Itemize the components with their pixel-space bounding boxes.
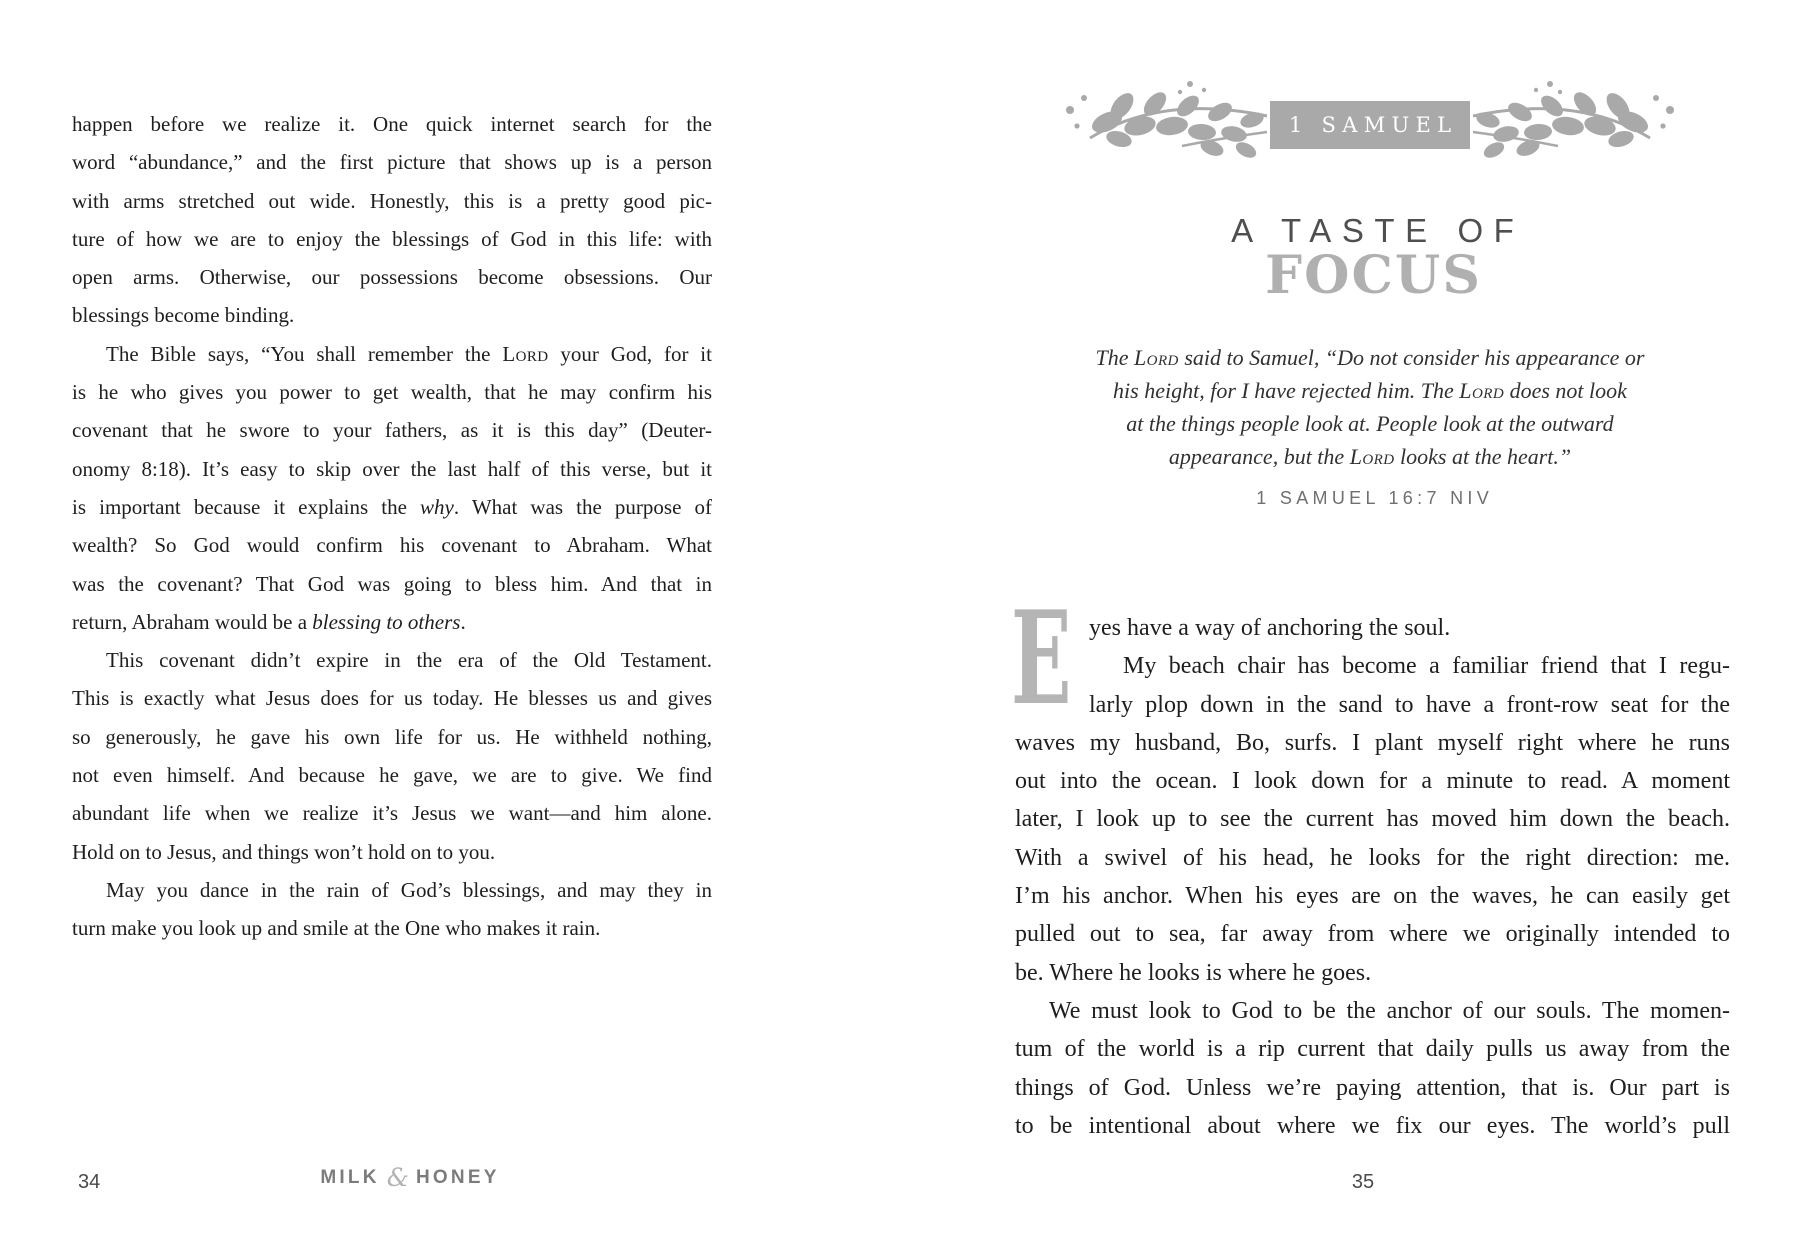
text-line: My beach chair has become a familiar friend that I regu- — [1123, 653, 1730, 680]
paragraph — [72, 335, 712, 641]
text-line: not even himself. And because he gave, we are to give. We find — [72, 763, 712, 788]
text-line: The Bible says, “You shall remember the Lord your God, for it — [106, 341, 712, 366]
paragraph — [1015, 647, 1730, 992]
text-line: onomy 8:18). It’s easy to skip over the last half of this verse, but it — [72, 456, 712, 481]
chapter-header — [1062, 76, 1678, 172]
text-line: with arms stretched out wide. Honestly, this is a pretty good pic- — [72, 188, 712, 213]
text-line: at the things people look at. People look at the outward — [1126, 411, 1614, 436]
text-line: is important because it explains the why. What was the purpose of — [72, 494, 713, 519]
text-line: The Lord said to Samuel, “Do not consider his appearance or — [1095, 345, 1645, 370]
text-line: We must look to God to be the anchor of our souls. The momen- — [1049, 997, 1730, 1024]
text-line: word “abundance,” and the first picture that shows up is a person — [72, 150, 712, 175]
text-line: wealth? So God would confirm his covenant to Abraham. What — [72, 533, 712, 558]
scripture-quote — [1063, 341, 1677, 473]
page-number-left: 34 — [78, 1171, 101, 1193]
chapter-badge — [1270, 101, 1470, 149]
paragraph — [72, 641, 712, 871]
brand-logo — [320, 1163, 500, 1192]
left-page-body-text — [72, 105, 712, 948]
chapter-badge-label: 1 SAMUEL — [1288, 113, 1458, 137]
scripture-reference: 1 SAMUEL 16:7 NIV — [1256, 488, 1494, 508]
text-line: out into the ocean. I look down for a minute to read. A moment — [1015, 768, 1730, 795]
brand-honey: HONEY — [415, 1167, 500, 1188]
text-line: things of God. Unless we’re paying attention, that is. Our part is — [1015, 1074, 1730, 1101]
text-line: May you dance in the rain of God’s blessings, and may they in — [106, 877, 712, 902]
ampersand-icon: & — [386, 1163, 409, 1192]
text-line: tum of the world is a rip current that daily pulls us away from the — [1015, 1036, 1730, 1063]
right-page-body-text — [1011, 584, 1730, 1145]
text-line: appearance, but the Lord looks at the heart.” — [1168, 444, 1572, 469]
text-line: be. Where he looks is where he goes. — [1015, 959, 1372, 986]
text-line: With a swivel of his head, he looks for the right direction: me. — [1015, 844, 1730, 871]
text-line: so generously, he gave his own life for us. He withheld nothing, — [72, 724, 712, 749]
paragraph — [1015, 992, 1730, 1145]
text-line: abundant life when we realize it’s Jesus we want—and him alone. — [72, 801, 712, 826]
page-number-right: 35 — [1351, 1171, 1375, 1193]
right-page-paragraphs — [1015, 609, 1730, 1145]
brand-milk: MILK — [320, 1167, 380, 1188]
text-line: waves my husband, Bo, surfs. I plant myself right where he runs — [1015, 729, 1730, 756]
drop-cap: E — [1011, 584, 1072, 734]
laurel-ornament-left-icon — [1062, 76, 1270, 172]
text-line: ture of how we are to enjoy the blessings of God in this life: with — [72, 226, 712, 251]
text-line: This is exactly what Jesus does for us today. He blesses us and gives — [72, 686, 712, 711]
text-line: was the covenant? That God was going to bless him. And that in — [72, 571, 712, 596]
text-line: covenant that he swore to your fathers, as it is this day” (Deuter- — [72, 418, 712, 443]
text-line: his height, for I have rejected him. The Lord does not look — [1113, 378, 1627, 403]
text-line: Hold on to Jesus, and things won’t hold on to you. — [72, 839, 496, 864]
text-line: larly plop down in the sand to have a front-row seat for the — [1089, 691, 1730, 718]
chapter-title-kicker: A TASTE OF — [1231, 212, 1525, 249]
paragraph — [1063, 341, 1677, 473]
paragraph — [1015, 609, 1730, 647]
text-line: happen before we realize it. One quick internet search for the — [72, 112, 712, 136]
text-line: turn make you look up and smile at the One who makes it rain. — [72, 916, 601, 941]
paragraph — [72, 105, 712, 335]
laurel-ornament-right-icon — [1470, 76, 1678, 172]
text-line: to be intentional about where we fix our eyes. The world’s pull — [1015, 1112, 1730, 1139]
chapter-title: FOCUS — [1265, 245, 1482, 306]
text-line: I’m his anchor. When his eyes are on the waves, he can easily get — [1015, 883, 1730, 910]
text-line: pulled out to sea, far away from where we originally intended to — [1015, 921, 1730, 948]
text-line: later, I look up to see the current has moved him down the beach. — [1015, 806, 1730, 833]
text-line: open arms. Otherwise, our possessions become obsessions. Our — [72, 265, 712, 290]
text-line: yes have a way of anchoring the soul. — [1089, 615, 1451, 641]
text-line: This covenant didn’t expire in the era of the Old Testament. — [106, 648, 712, 673]
paragraph — [72, 871, 712, 948]
text-line: return, Abraham would be a blessing to others. — [72, 609, 466, 634]
text-line: blessings become binding. — [72, 303, 295, 328]
text-line: is he who gives you power to get wealth, that he may confirm his — [72, 380, 712, 405]
